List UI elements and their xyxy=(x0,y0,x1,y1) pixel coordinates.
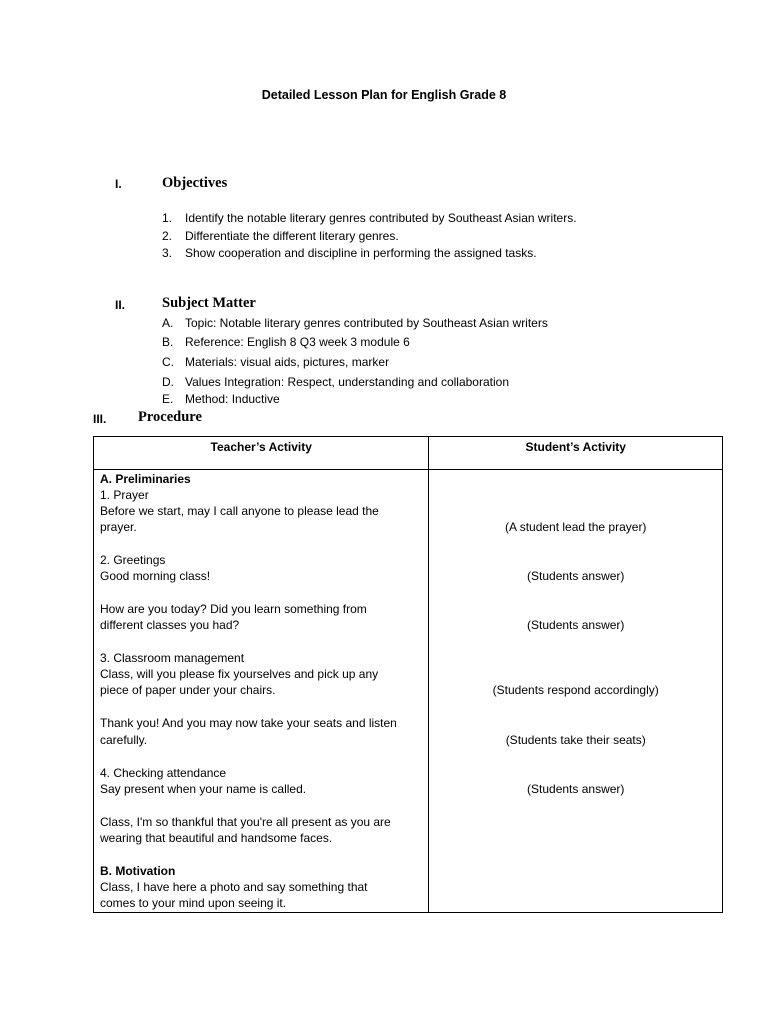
section-number-procedure: III. xyxy=(93,412,107,426)
teacher-line: 4. Checking attendance xyxy=(100,766,227,780)
subject-item-text: Values Integration: Respect, understanding and collaboration xyxy=(185,375,509,389)
subject-item-text: Topic: Notable literary genres contributed by Southeast Asian writers xyxy=(185,316,548,330)
student-line: (Students answer) xyxy=(527,618,625,632)
section-number-objectives: I. xyxy=(115,177,122,191)
teacher-line: Class, will you please fix yourselves and pick up any xyxy=(100,667,379,681)
student-line: (Students answer) xyxy=(527,569,625,583)
objective-text: Differentiate the different literary genres. xyxy=(185,229,399,243)
subject-item xyxy=(162,335,410,349)
subject-item-letter: C. xyxy=(162,355,174,369)
teacher-line: How are you today? Did you learn something from xyxy=(100,602,367,616)
student-line: (A student lead the prayer) xyxy=(505,520,647,534)
subject-item xyxy=(162,392,280,406)
column-header-student: Student’s Activity xyxy=(429,437,723,470)
teacher-line: piece of paper under your chairs. xyxy=(100,683,276,697)
teacher-line: different classes you had? xyxy=(100,618,240,632)
procedure-table xyxy=(93,436,723,913)
document-title: Detailed Lesson Plan for English Grade 8 xyxy=(261,88,507,102)
table-row xyxy=(94,470,723,913)
teacher-line: carefully. xyxy=(100,733,148,747)
subject-item-letter: B. xyxy=(162,335,174,349)
teacher-line: comes to your mind upon seeing it. xyxy=(100,896,287,910)
teacher-line: Good morning class! xyxy=(100,569,211,583)
section-title-procedure: Procedure xyxy=(138,409,202,425)
student-line: (Students take their seats) xyxy=(505,733,646,747)
teacher-line: Class, I have here a photo and say something that xyxy=(100,880,368,894)
subject-item xyxy=(162,316,548,330)
teacher-line: Before we start, may I call anyone to please lead the xyxy=(100,504,379,518)
column-header-teacher: Teacher’s Activity xyxy=(94,437,429,470)
subject-item xyxy=(162,355,389,369)
teacher-line: Class, I'm so thankful that you're all present as you are xyxy=(100,815,391,829)
subject-item-text: Materials: visual aids, pictures, marker xyxy=(185,355,390,369)
objective-text: Show cooperation and discipline in performing the assigned tasks. xyxy=(185,246,537,260)
teacher-line: 1. Prayer xyxy=(100,488,149,502)
objective-text: Identify the notable literary genres contributed by Southeast Asian writers. xyxy=(185,211,577,225)
section-title-objectives: Objectives xyxy=(162,175,228,191)
subject-item-text: Method: Inductive xyxy=(185,392,280,406)
teacher-line: prayer. xyxy=(100,520,137,534)
objective-item xyxy=(162,246,537,260)
teacher-activity-cell xyxy=(94,470,429,913)
teacher-line: B. Motivation xyxy=(100,864,176,878)
objective-number: 3. xyxy=(162,246,173,260)
student-activity-cell xyxy=(429,470,723,913)
subject-item-letter: E. xyxy=(162,392,174,406)
student-line: (Students answer) xyxy=(527,782,625,796)
teacher-line: 3. Classroom management xyxy=(100,651,245,665)
section-number-subject-matter: II. xyxy=(115,298,126,312)
objective-number: 2. xyxy=(162,229,173,243)
subject-item-letter: D. xyxy=(162,375,174,389)
teacher-line: wearing that beautiful and handsome faces. xyxy=(100,831,333,845)
objective-item xyxy=(162,211,577,225)
teacher-line: A. Preliminaries xyxy=(100,472,191,486)
objective-number: 1. xyxy=(162,211,173,225)
subject-item-text: Reference: English 8 Q3 week 3 module 6 xyxy=(185,335,410,349)
objective-item xyxy=(162,229,399,243)
teacher-line: 2. Greetings xyxy=(100,553,166,567)
subject-item xyxy=(162,375,509,389)
teacher-line: Thank you! And you may now take your seats and listen xyxy=(100,716,397,730)
subject-item-letter: A. xyxy=(162,316,174,330)
section-title-subject-matter: Subject Matter xyxy=(162,295,256,311)
student-line: (Students respond accordingly) xyxy=(492,683,659,697)
teacher-line: Say present when your name is called. xyxy=(100,782,307,796)
table-header-row xyxy=(94,437,723,470)
